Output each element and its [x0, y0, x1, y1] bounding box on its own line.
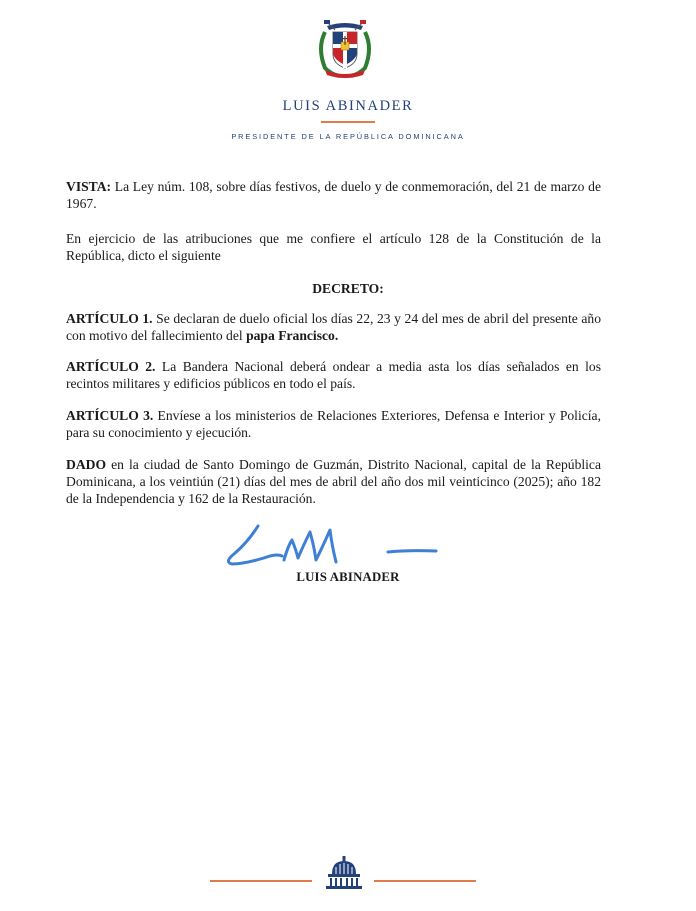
vista-lead: VISTA: [66, 179, 112, 194]
vista-paragraph [66, 178, 601, 212]
articulo-3-paragraph [66, 407, 601, 441]
footer-divider-left [210, 880, 312, 882]
articulo-1-paragraph [66, 310, 601, 344]
header-title: PRESIDENTE DE LA REPÚBLICA DOMINICANA [231, 132, 465, 141]
dado-lead: DADO [66, 457, 107, 472]
dado-paragraph [66, 456, 601, 507]
decreto-heading: DECRETO: [312, 281, 384, 296]
articulo-1-bold-tail: papa Francisco. [246, 328, 339, 343]
ejercicio-paragraph: En ejercicio de las atribuciones que me confiere el artículo 128 de la Constitución de la República, dicto el siguiente [66, 231, 601, 263]
articulo-3-text: Envíese a los ministerios de Relaciones Exteriores, Defensa e Interior y Policía, para su conocimiento y ejecución. [66, 408, 601, 440]
articulo-1-lead: ARTÍCULO 1. [66, 311, 153, 326]
header-divider [321, 121, 375, 123]
footer-divider-right [374, 880, 476, 882]
articulo-2-paragraph [66, 358, 601, 392]
articulo-2-lead: ARTÍCULO 2. [66, 359, 156, 374]
signer-name: LUIS ABINADER [296, 570, 400, 584]
handwritten-signature-icon [218, 520, 443, 570]
articulo-1-text: Se declaran de duelo oficial los días 22, 23 y 24 del mes de abril del presente año con motivo del fallecimiento del [66, 311, 601, 343]
articulo-3-lead: ARTÍCULO 3. [66, 408, 154, 423]
dado-text: en la ciudad de Santo Domingo de Guzmán, Distrito Nacional, capital de la República Dominicana, a los veintiún (21) días del mes de abril del año dos mil veinticinco (2025); año 182 de la Independencia y 162 de la Restauración. [66, 457, 601, 506]
coat-of-arms-icon [313, 18, 377, 80]
header-name: LUIS ABINADER [282, 98, 414, 114]
national-palace-dome-icon [322, 856, 366, 890]
vista-text: La Ley núm. 108, sobre días festivos, de duelo y de conmemoración, del 21 de marzo de 1967. [66, 179, 601, 211]
articulo-2-text: La Bandera Nacional deberá ondear a media asta los días señalados en los recintos militares y edificios públicos en todo el país. [66, 359, 601, 391]
